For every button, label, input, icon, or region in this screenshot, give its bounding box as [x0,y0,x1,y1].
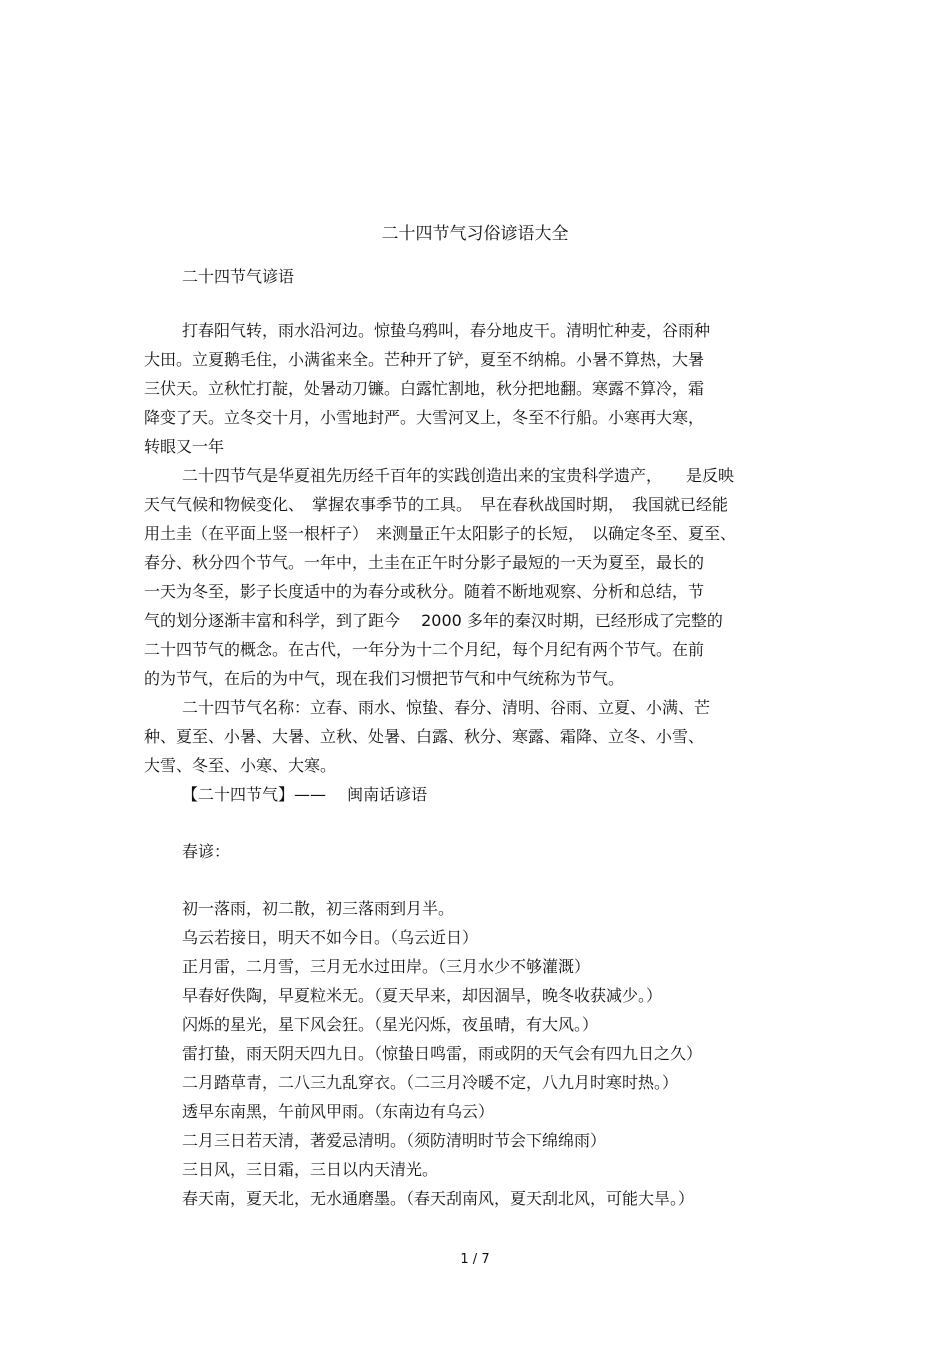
paragraph-line: 春分、秋分四个节气。一年中，土圭在正午时分影子最短的一天为夏至，最长的 [144,553,705,572]
paragraph-line: 打春阳气转，雨水沿河边。惊蛰乌鸦叫，春分地皮干。清明忙种麦，谷雨种 [182,321,711,340]
proverb-item: 春天南，夏天北，无水通磨墨。（春天刮南风，夏天刮北风，可能大旱。） [182,1189,695,1208]
proverb-item: 二月踏草青，二八三九乱穿衣。（二三月冷暖不定，八九月时寒时热。） [182,1073,679,1092]
paragraph-line: 气的划分逐渐丰富和科学，到了距今 2000 多年的秦汉时期，已经形成了完整的 [144,611,723,630]
paragraph-line: 二十四节气是华夏祖先历经千百年的实践创造出来的宝贵科学遗产， 是反映 [182,466,735,485]
proverb-item: 二月三日若天清，著爱忌清明。（须防清明时节会下绵绵雨） [182,1131,607,1150]
page-number: 1 / 7 [460,1252,490,1267]
paragraph-line: 大雪、冬至、小寒、大寒。 [144,756,337,775]
proverb-item: 乌云若接日，明天不如今日。（乌云近日） [182,928,479,947]
proverb-item: 雷打蛰，雨天阴天四九日。（惊蛰日鸣雷，雨或阴的天气会有四九日之久） [182,1044,703,1063]
paragraph-line: 降变了天。立冬交十月，小雪地封严。大雪河叉上，冬至不行船。小寒再大寒， [144,408,705,427]
spring-heading: 春谚： [182,842,231,861]
paragraph-line: 二十四节气的概念。在古代，一年分为十二个月纪，每个月纪有两个节气。在前 [144,640,705,659]
proverb-item: 三日风，三日霜，三日以内天清光。 [182,1160,439,1179]
proverb-item: 闪烁的星光，星下风会狂。（星光闪烁，夜虽晴，有大风。） [182,1015,599,1034]
section-heading: 二十四节气谚语 [182,267,295,286]
document-title: 二十四节气习俗谚语大全 [381,224,569,244]
paragraph-line: 一天为冬至，影子长度适中的为春分或秋分。随着不断地观察、分析和总结，节 [144,582,705,601]
proverb-item: 初一落雨，初二散，初三落雨到月半。 [182,899,455,918]
paragraph-line: 天气气候和物候变化、 掌握农事季节的工具。 早在春秋战国时期， 我国就已经能 [144,495,729,514]
paragraph-line: 转眼又一年 [144,437,225,456]
proverb-item: 早春好佚陶，早夏粒米无。（夏天早来，却因涸旱，晚冬收获减少。） [182,986,663,1005]
paragraph-line: 用土圭（在平面上竖一根杆子） 来测量正午太阳影子的长短， 以确定冬至、夏至、 [144,524,737,543]
proverb-item: 透早东南黑，午前风甲雨。（东南边有乌云） [182,1102,495,1121]
paragraph-line: 三伏天。立秋忙打靛，处暑动刀镰。白露忙割地，秋分把地翻。寒露不算冷，霜 [144,379,705,398]
minnan-heading: 【二十四节气】—— 闽南话谚语 [182,785,428,804]
proverb-item: 正月雷，二月雪，三月无水过田岸。（三月水少不够灌溉） [182,957,591,976]
paragraph-line: 的为节气，在后的为中气，现在我们习惯把节气和中气统称为节气。 [144,669,625,688]
paragraph-line: 种、夏至、小暑、大暑、立秋、处暑、白露、秋分、寒露、霜降、立冬、小雪、 [144,727,705,746]
paragraph-line: 大田。立夏鹅毛住，小满雀来全。芒种开了铲，夏至不纳棉。小暑不算热，大暑 [144,350,705,369]
paragraph-line: 二十四节气名称：立春、雨水、惊蛰、春分、清明、谷雨、立夏、小满、芒 [182,698,711,717]
